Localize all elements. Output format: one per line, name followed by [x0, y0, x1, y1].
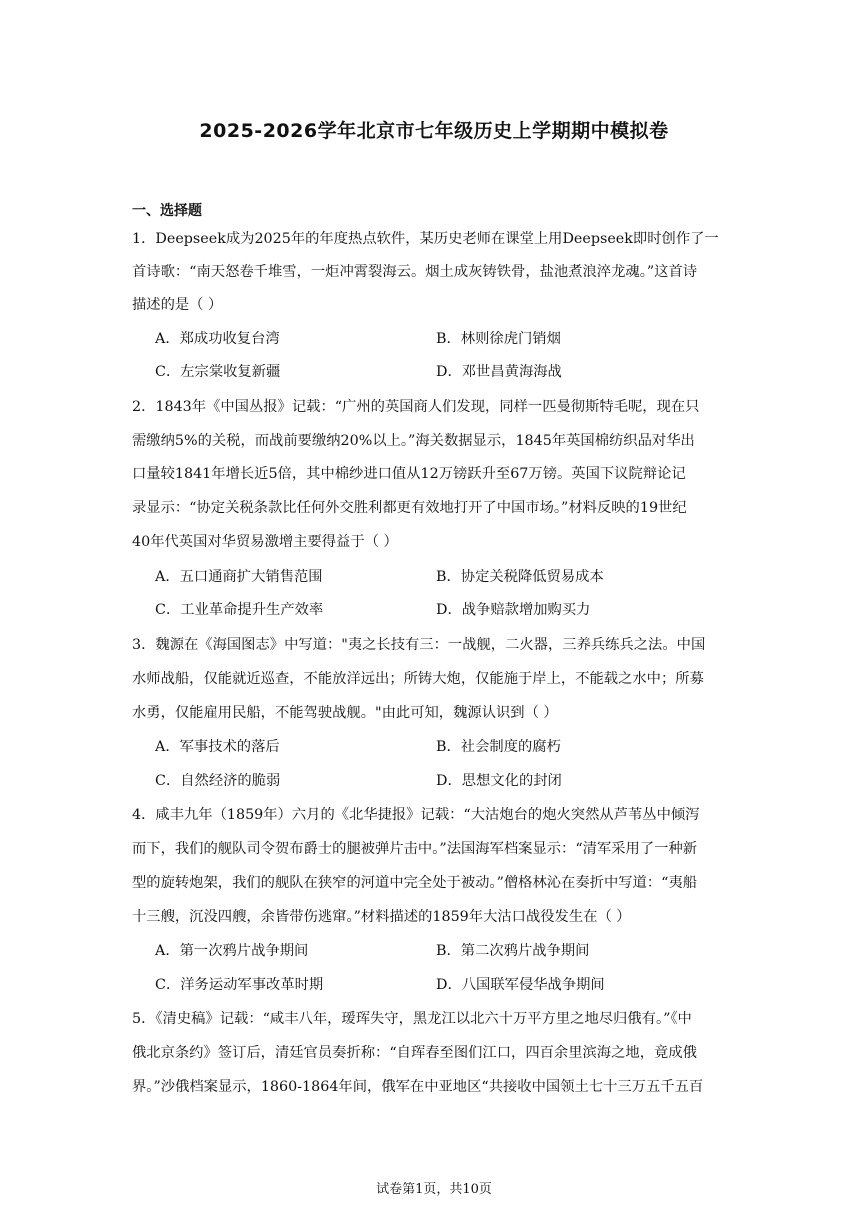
- q4-line-4: 十三艘，沉没四艘，余皆带伤逃窜。”材料描述的1859年大沽口战役发生在（ ）: [132, 909, 631, 925]
- q3-option-a: A．军事技术的落后: [155, 739, 280, 755]
- q2-line-3: 口量较1841年增长近5倍，其中棉纱进口值从12万镑跃升至67万镑。英国下议院辩论记: [132, 466, 686, 482]
- q5-line-1: 5．《清史稿》记载：“咸丰八年，瑷珲失守，黑龙江以北六十万平方里之地尽归俄有。”《中: [132, 1011, 692, 1027]
- section-heading: 一、选择题: [132, 203, 202, 219]
- q1-option-a: A．郑成功收复台湾: [155, 331, 280, 347]
- q4-option-d: D．八国联军侵华战争期间: [436, 977, 605, 993]
- q2-line-4: 录显示：“协定关税条款比任何外交胜利都更有效地打开了中国市场。”材料反映的19世纪: [132, 500, 687, 516]
- q4-option-c: C．洋务运动军事改革时期: [155, 977, 324, 993]
- q1-option-d: D．邓世昌黄海海战: [436, 364, 562, 380]
- page-footer: 试卷第1页，共10页: [376, 1182, 492, 1197]
- q3-line-3: 水勇，仅能雇用民船，不能驾驶战舰。"由此可知，魏源认识到（ ）: [132, 705, 558, 721]
- q4-line-1: 4．咸丰九年（1859年）六月的《北华捷报》记载：“大沽炮台的炮火突然从芦苇丛中倾泻: [132, 807, 700, 823]
- q1-line-3: 描述的是（ ）: [132, 297, 223, 313]
- q4-option-a: A．第一次鸦片战争期间: [155, 943, 309, 959]
- q4-line-2: 而下，我们的舰队司令贺布爵士的腿被弹片击中。”法国海军档案显示：“清军采用了一种新: [132, 841, 698, 857]
- q1-option-b: B．林则徐虎门销烟: [436, 331, 561, 347]
- q3-line-2: 水师战船，仅能就近巡查，不能放洋远出；所铸大炮，仅能施于岸上，不能载之水中；所募: [132, 671, 704, 687]
- q1-line-2: 首诗歌：“南天怒卷千堆雪，一炬冲霄裂海云。烟土成灰铸铁骨，盐池煮浪淬龙魂。”这首诗: [132, 264, 698, 280]
- q3-option-b: B．社会制度的腐朽: [436, 739, 561, 755]
- q2-line-2: 需缴纳5%的关税，而战前要缴纳20%以上。”海关数据显示，1845年英国棉纺织品对华出: [132, 433, 695, 449]
- q4-option-b: B．第二次鸦片战争期间: [436, 943, 590, 959]
- q3-line-1: 3．魏源在《海国图志》中写道："夷之长技有三：一战舰，二火器，三养兵练兵之法。中国: [132, 637, 706, 653]
- q2-line-1: 2．1843年《中国丛报》记载：“广州的英国商人们发现，同样一匹曼彻斯特毛呢，现在只: [132, 399, 700, 415]
- q3-option-c: C．自然经济的脆弱: [155, 773, 281, 789]
- page-title: 2025-2026学年北京市七年级历史上学期期中模拟卷: [199, 120, 669, 142]
- q3-option-d: D．思想文化的封闭: [436, 773, 562, 789]
- q1-option-c: C．左宗棠收复新疆: [155, 364, 281, 380]
- q2-option-d: D．战争赔款增加购买力: [436, 602, 591, 618]
- q2-option-b: B．协定关税降低贸易成本: [436, 569, 604, 585]
- q5-line-3: 界。”沙俄档案显示，1860-1864年间，俄军在中亚地区“共接收中国领土七十三万五千五百: [132, 1079, 704, 1095]
- q5-line-2: 俄北京条约》签订后，清廷官员奏折称：“自珲春至图们江口，四百余里滨海之地，竟成俄: [132, 1045, 697, 1061]
- q2-line-5: 40年代英国对华贸易激增主要得益于（ ）: [132, 534, 398, 550]
- q2-option-a: A．五口通商扩大销售范围: [155, 569, 323, 585]
- q2-option-c: C．工业革命提升生产效率: [155, 602, 324, 618]
- q1-line-1: 1．Deepseek成为2025年的年度热点软件，某历史老师在课堂上用Deepseek即时创作了一: [132, 231, 719, 247]
- q4-line-3: 型的旋转炮架，我们的舰队在狭窄的河道中完全处于被动。”僧格林沁在奏折中写道：“夷船: [132, 875, 698, 891]
